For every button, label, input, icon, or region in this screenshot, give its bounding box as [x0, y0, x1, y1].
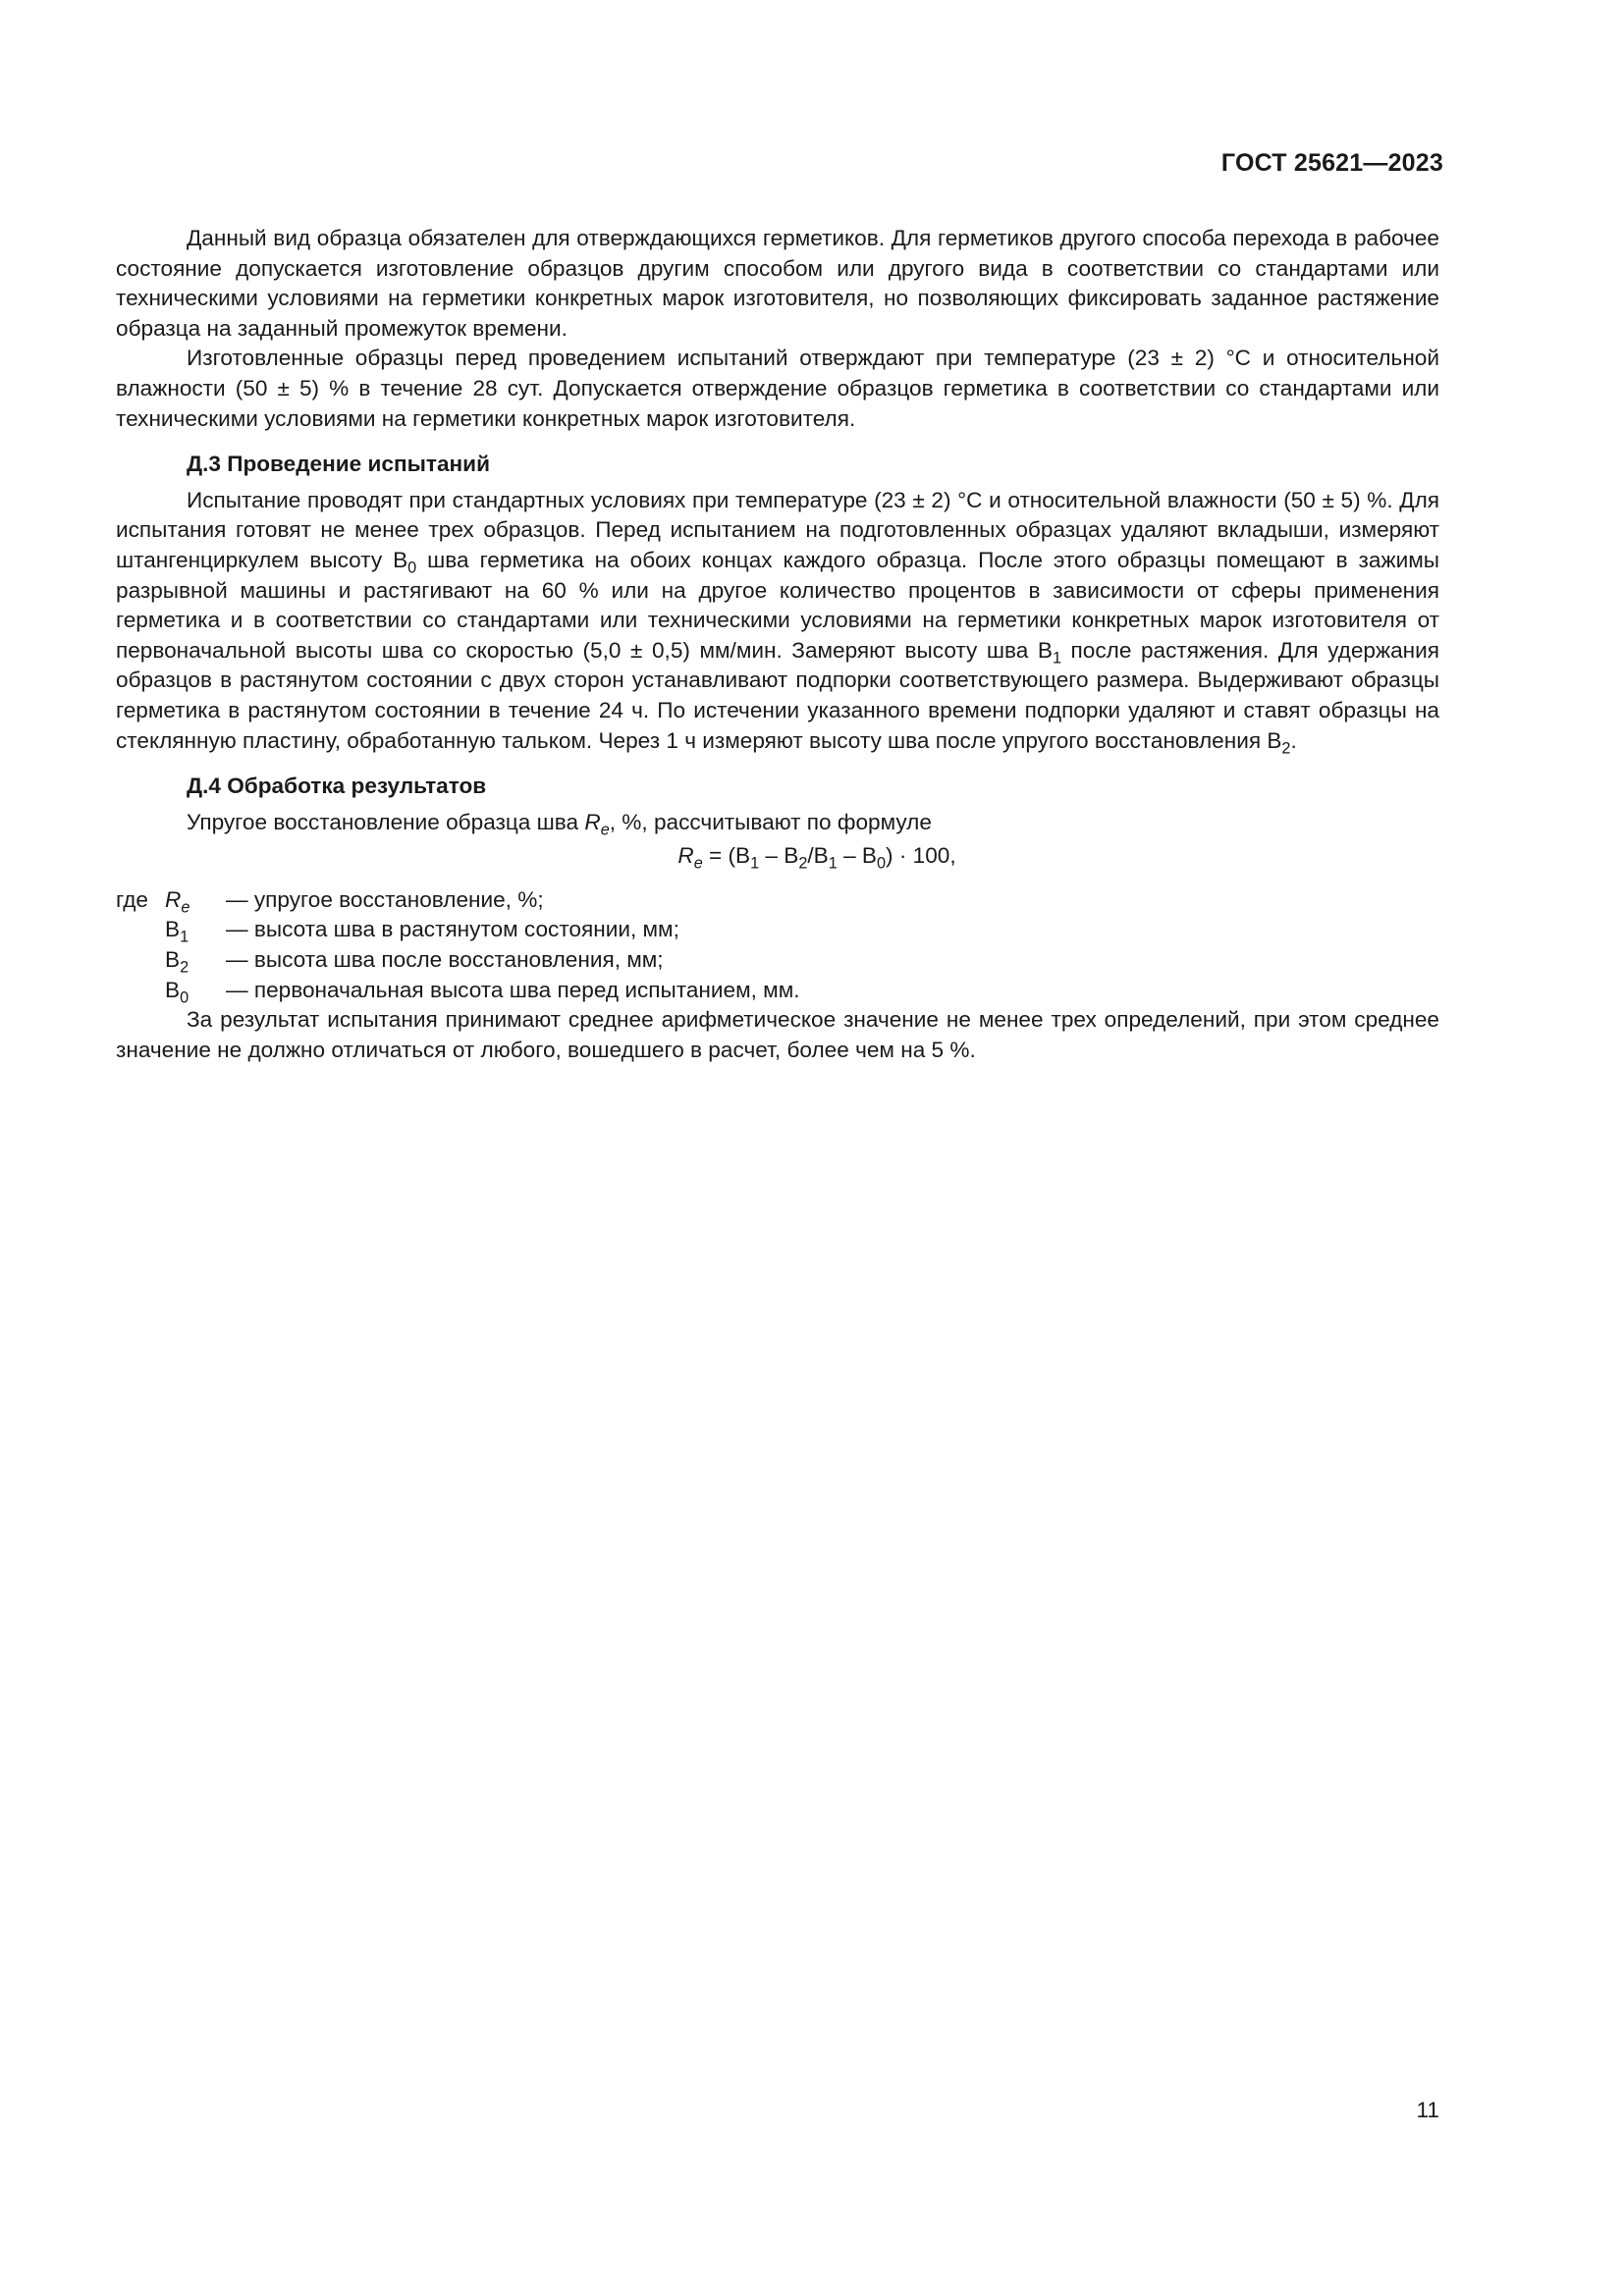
- document-body: [116, 224, 1439, 1065]
- document-standard-header: ГОСТ 25621—2023: [1220, 149, 1443, 177]
- definition-text: — высота шва после восстановления, мм;: [226, 947, 664, 973]
- section-heading-d3: Д.3 Проведение испытаний: [187, 452, 490, 477]
- section-heading-d4: Д.4 Обработка результатов: [187, 774, 487, 799]
- paragraph-curing: Изготовленные образцы перед проведением испытаний отверждают при температуре (23 ± 2) °C и относительной влажности (50 ± 5) % в течение 28 сут. Допускается отверждение образцов герметика в соответствии со стандартами или техническими условиями на герметики конкретных марок изготовителя.: [116, 346, 1439, 431]
- page-number: 11: [1416, 2098, 1439, 2122]
- definition-text: — упругое восстановление, %;: [226, 886, 544, 912]
- definition-text: — первоначальная высота шва перед испытанием, мм.: [226, 977, 800, 1002]
- paragraph-test-procedure: Испытание проводят при стандартных условиях при температуре (23 ± 2) °C и относительной влажности (50 ± 5) %. Для испытания готовят не менее трех образцов. Перед испытанием на подготовленных образцах удаляют вкладыши, измеряют штангенциркулем высоту $В_0$ шва герметика на обоих концах каждого образца. После этого образцы помещают в зажимы разрывной машины и растягивают на 60 % или на другое количество процентов в зависимости от сферы применения герметика и в соответствии со стандартами или техническими условиями на герметики конкретных марок изготовителя от первоначальной высоты шва со скоростью (5,0 ± 0,5) мм/мин. Замеряют высоту шва $В_1$ после растяжения. Для удержания образцов в растянутом состоянии с двух сторон устанавливают подпорки соответствующего размера. Выдерживают образцы герметика в растянутом состоянии в течение 24 ч. По истечении указанного времени подпорки удаляют и ставят образцы на стеклянную пластину, обработанную тальком. Через 1 ч измеряют высоту шва после упругого восстановления $В_2$.: [116, 487, 1439, 758]
- definition-row: $В_0$ — первоначальная высота шва перед испытанием, мм.: [165, 977, 800, 1007]
- paragraph-sample-type: Данный вид образца обязателен для отверждающихся герметиков. Для герметиков другого способа перехода в рабочее состояние допускается изготовление образцов другим способом или другого вида в соответствии со стандартами или техническими условиями на герметики конкретных марок изготовителя, но позволяющих фиксировать заданное растяжение образца на заданный промежуток времени.: [116, 226, 1439, 341]
- paragraph-result-evaluation: За результат испытания принимают среднее арифметическое значение не менее трех определений, при этом среднее значение не должно отличаться от любого, вошедшего в расчет, более чем на 5 %.: [116, 1007, 1439, 1062]
- definition-row: $В_2$ — высота шва после восстановления, мм;: [165, 947, 664, 977]
- where-label: где: [116, 886, 148, 912]
- paragraph-formula-intro: Упругое восстановление образца шва $R_e$, %, рассчитывают по формуле: [187, 809, 932, 839]
- definition-row: $В_1$ — высота шва в растянутом состоянии, мм;: [165, 917, 679, 947]
- formula-definitions: [116, 885, 1439, 1005]
- definition-row: где $R_e$ — упругое восстановление, %;: [116, 886, 544, 917]
- definition-text: — высота шва в растянутом состоянии, мм;: [226, 917, 679, 942]
- elastic-recovery-formula: $R_e = (В_1 - В_2/В_1 - В_0) \cdot 100$,: [677, 843, 956, 873]
